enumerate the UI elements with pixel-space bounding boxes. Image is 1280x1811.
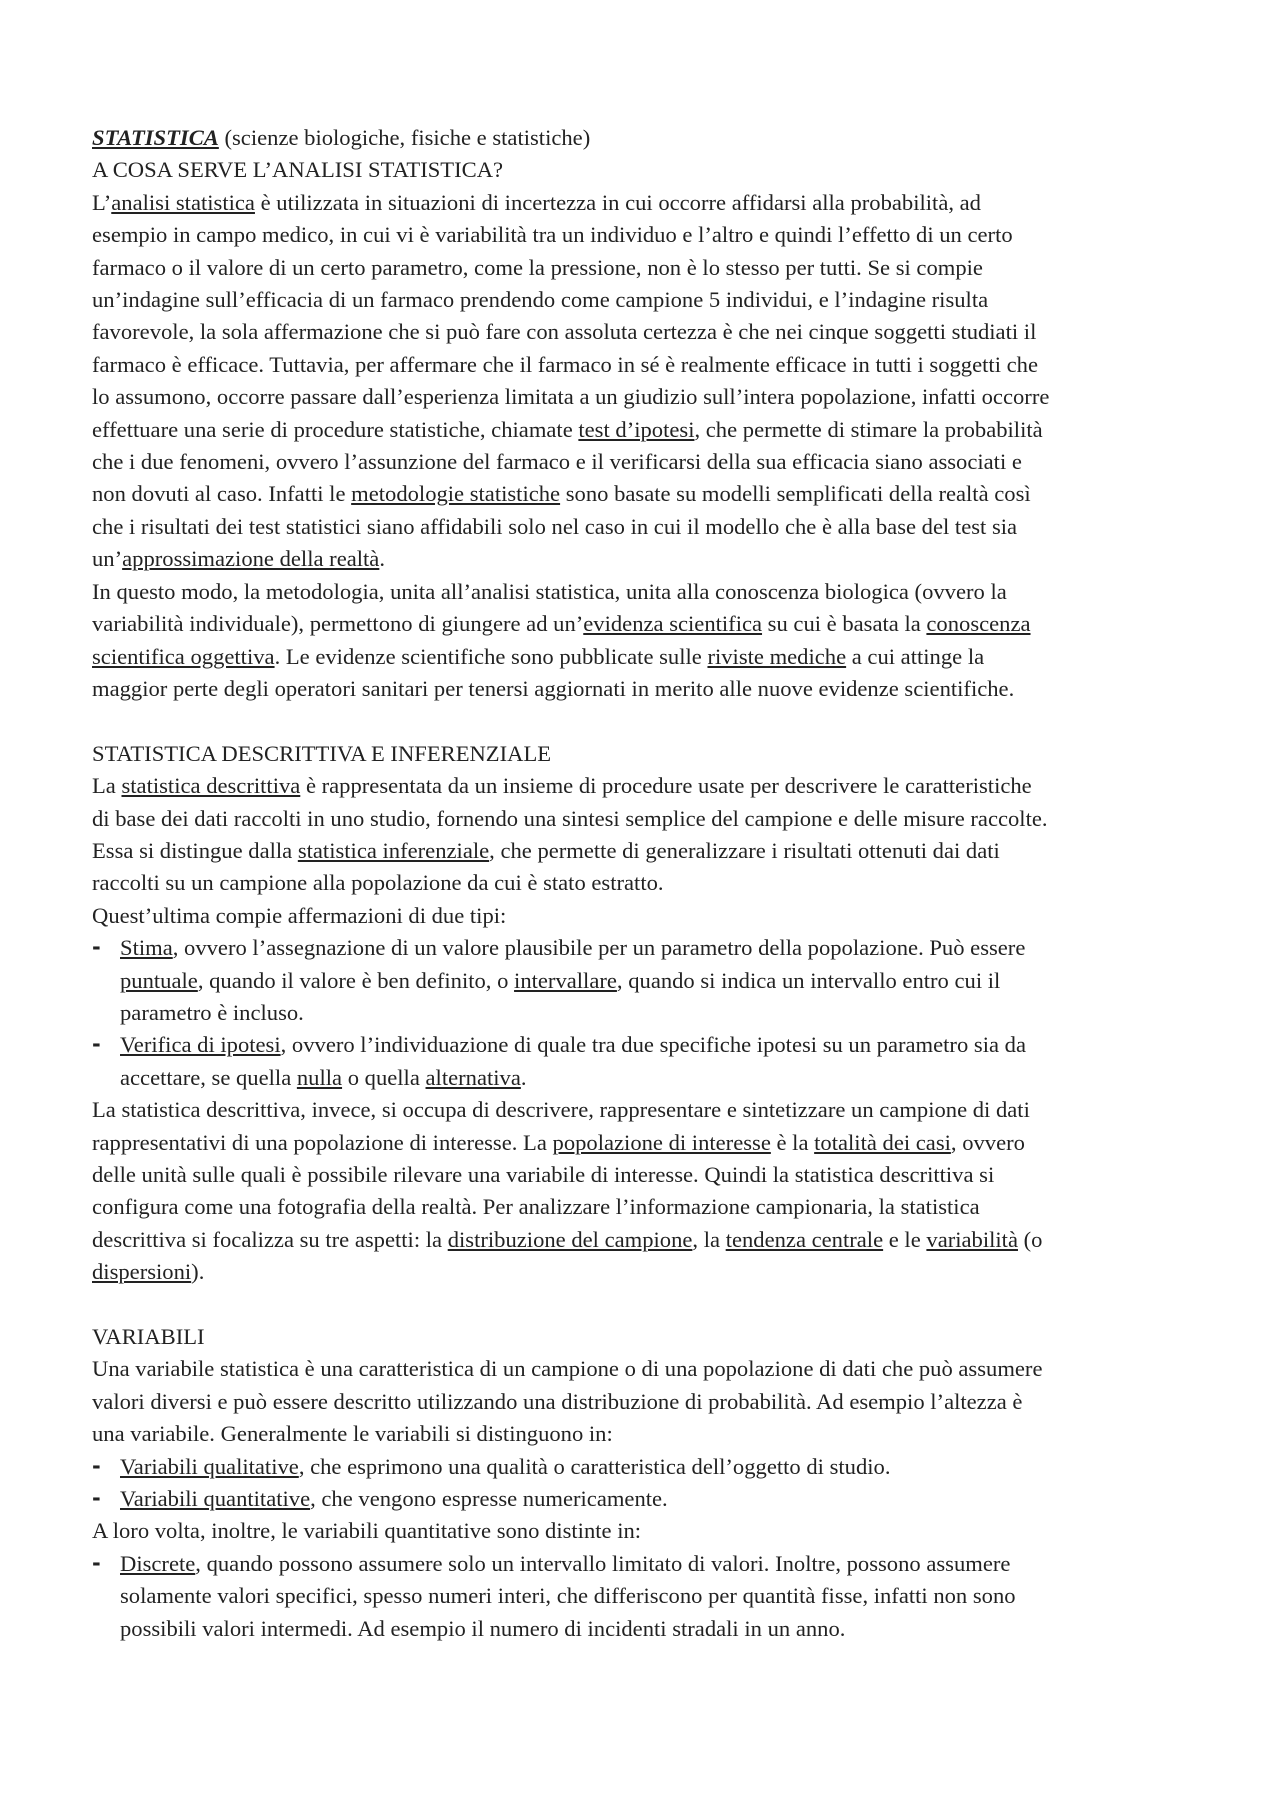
underlined-term: statistica inferenziale: [297, 837, 490, 863]
text-run: un’: [92, 546, 123, 572]
underlined-term: Variabili quantitative: [120, 1486, 311, 1512]
text-line: raccolti su un campione alla popolazione da cui è stato estratto.: [92, 870, 664, 896]
text-line: parametro è incluso.: [120, 999, 304, 1025]
text-run: a cui attinge la: [846, 643, 985, 669]
text-run: è utilizzata in situazioni di incertezza in cui occorre affidarsi alla probabilità, ad: [254, 189, 981, 215]
text-line: [120, 1483, 1188, 1515]
underlined-term: Verifica di ipotesi: [120, 1032, 281, 1058]
section-heading-descrittiva: STATISTICA DESCRITTIVA E INFERENZIALE: [92, 740, 552, 766]
text-line: [92, 1127, 1188, 1159]
text-line: solamente valori specifici, spesso numeri interi, che differiscono per quantità fisse, infatti non sono: [120, 1583, 1016, 1609]
text-run: è la: [770, 1129, 815, 1155]
paragraph-descrittiva-dettaglio: [92, 1094, 1188, 1288]
text-run: sono basate su modelli semplificati della realtà così: [560, 481, 1031, 507]
underlined-term: metodologie statistiche: [351, 481, 561, 507]
dash-bullet: -: [92, 935, 101, 960]
text-run: , che vengono espresse numericamente.: [310, 1486, 668, 1512]
underlined-term: analisi statistica: [111, 189, 255, 215]
underlined-term: Discrete: [120, 1550, 196, 1576]
text-line: che i due fenomeni, ovvero l’assunzione del farmaco e il verificarsi della sua efficacia siano associati e: [92, 449, 1022, 475]
text-line: possibili valori intermedi. Ad esempio il numero di incidenti stradali in un anno.: [120, 1615, 846, 1641]
text-run: , quando possono assumere solo un intervallo limitato di valori. Inoltre, possono assumere: [195, 1550, 1011, 1576]
text-run: . Le evidenze scientifiche sono pubblicate sulle: [274, 643, 708, 669]
text-run: descrittiva si focalizza su tre aspetti: la: [92, 1226, 448, 1252]
text-run: , ovvero l’individuazione di quale tra due specifiche ipotesi su un parametro sia da: [280, 1032, 1026, 1058]
underlined-term: popolazione di interesse: [552, 1129, 771, 1155]
text-line: [92, 478, 1188, 510]
text-run: rappresentativi di una popolazione di interesse. La: [92, 1129, 553, 1155]
blank-line: [92, 705, 1188, 737]
bullet-list-inferenza: [92, 932, 1188, 1094]
paragraph-metodologia: [92, 576, 1188, 706]
text-line: La statistica descrittiva, invece, si occupa di descrivere, rappresentare e sintetizzare un campione di dati: [92, 1097, 1030, 1123]
text-line: [92, 835, 1188, 867]
underlined-term: riviste mediche: [707, 643, 847, 669]
underlined-term: distribuzione del campione: [447, 1226, 693, 1252]
text-run: , che permette di generalizzare i risultati ottenuti dai dati: [489, 837, 1000, 863]
text-run: ).: [191, 1259, 205, 1285]
text-run: variabilità individuale), permettono di giungere ad un’: [92, 611, 584, 637]
list-item-stima: [92, 932, 1188, 1029]
list-item-qualitative: [92, 1451, 1188, 1483]
underlined-term: alternativa: [425, 1064, 521, 1090]
text-line: configura come una fotografia della realtà. Per analizzare l’informazione campionaria, la statistica: [92, 1194, 980, 1220]
text-line: [92, 608, 1188, 640]
underlined-term: approssimazione della realtà: [122, 546, 380, 572]
doc-title: STATISTICA: [92, 125, 219, 150]
text-run: , ovvero l’assegnazione di un valore plausibile per un parametro della popolazione. Può essere: [172, 935, 1026, 961]
paragraph-statistica-descrittiva: [92, 770, 1188, 932]
list-item-quantitative: [92, 1483, 1188, 1515]
underlined-term: dispersioni: [92, 1259, 192, 1285]
paragraph-analisi-statistica: [92, 187, 1188, 576]
text-line: [120, 1029, 1188, 1061]
dash-bullet: -: [92, 1550, 101, 1575]
underlined-term: totalità dei casi: [814, 1129, 951, 1155]
text-line: di base dei dati raccolti in uno studio, fornendo una sintesi semplice del campione e delle misure raccolte.: [92, 805, 1048, 831]
text-line: Quest’ultima compie affermazioni di due tipi:: [92, 902, 507, 928]
dash-bullet: -: [92, 1453, 101, 1478]
bullet-list-tipi-variabili: [92, 1451, 1188, 1516]
underlined-term: conoscenza: [926, 611, 1031, 637]
text-line: farmaco è efficace. Tuttavia, per affermare che il farmaco in sé è realmente efficace in tutti i soggetti che: [92, 351, 1038, 377]
text-run: , la: [692, 1226, 726, 1252]
text-line: [92, 187, 1188, 219]
text-line: [120, 1451, 1188, 1483]
text-run: L’: [92, 189, 112, 215]
underlined-term: scientifica oggettiva: [92, 643, 275, 669]
dash-bullet: -: [92, 1032, 101, 1057]
text-run: .: [379, 546, 385, 572]
doc-title-line: [92, 122, 1188, 154]
underlined-term: nulla: [296, 1064, 343, 1090]
text-line: [92, 543, 1188, 575]
text-run: , che esprimono una qualità o caratteristica dell’oggetto di studio.: [298, 1453, 891, 1479]
text-line: un’indagine sull’efficacia di un farmaco prendendo come campione 5 individui, e l’indagine risulta: [92, 287, 989, 313]
text-run: La: [92, 773, 122, 799]
text-line: [120, 932, 1188, 964]
text-run: , quando il valore è ben definito, o: [197, 967, 515, 993]
text-line: A loro volta, inoltre, le variabili quantitative sono distinte in:: [92, 1518, 642, 1544]
list-item-discrete: [92, 1548, 1188, 1645]
underlined-term: statistica descrittiva: [121, 773, 301, 799]
underlined-term: evidenza scientifica: [583, 611, 763, 637]
text-run: o quella: [342, 1064, 426, 1090]
text-line: [92, 641, 1188, 673]
text-run: , quando si indica un intervallo entro cui il: [616, 967, 1001, 993]
text-run: .: [520, 1064, 527, 1090]
text-run: non dovuti al caso. Infatti le: [92, 481, 352, 507]
text-run: accettare, se quella: [120, 1064, 297, 1090]
text-line: favorevole, la sola affermazione che si può fare con assoluta certezza è che nei cinque soggetti studiati il: [92, 319, 1037, 345]
text-line: una variabile. Generalmente le variabili si distinguono in:: [92, 1421, 613, 1447]
text-line: maggior perte degli operatori sanitari per tenersi aggiornati in merito alle nuove evidenze scientifiche.: [92, 675, 1015, 701]
underlined-term: Variabili qualitative: [120, 1453, 299, 1479]
text-line: Una variabile statistica è una caratteristica di un campione o di una popolazione di dati che può assumere: [92, 1356, 1043, 1382]
underlined-term: tendenza centrale: [725, 1226, 884, 1252]
underlined-term: test d’ipotesi: [578, 416, 695, 442]
text-run: Essa si distingue dalla: [92, 837, 298, 863]
text-line: [120, 965, 1188, 997]
text-line: [120, 1062, 1188, 1094]
section-heading-analisi: A COSA SERVE L’ANALISI STATISTICA?: [92, 157, 504, 183]
text-run: su cui è basata la: [762, 611, 927, 637]
text-line: [120, 1548, 1188, 1580]
underlined-term: puntuale: [120, 967, 198, 993]
underlined-term: intervallare: [514, 967, 617, 993]
text-run: è rappresentata da un insieme di procedure usate per descrivere le caratteristiche: [300, 773, 1032, 799]
text-line: lo assumono, occorre passare dall’esperienza limitata a un giudizio sull’intera popolazione, infatti occorre: [92, 384, 1050, 410]
doc-subtitle: (scienze biologiche, fisiche e statistiche): [218, 125, 591, 150]
text-run: , che permette di stimare la probabilità: [694, 416, 1043, 442]
list-item-verifica-ipotesi: [92, 1029, 1188, 1094]
dash-bullet: -: [92, 1486, 101, 1511]
paragraph-variabili: [92, 1353, 1188, 1450]
text-line: In questo modo, la metodologia, unita all’analisi statistica, unita alla conoscenza biologica (ovvero la: [92, 578, 1007, 604]
text-line: delle unità sulle quali è possibile rilevare una variabile di interesse. Quindi la statistica descrittiva si: [92, 1161, 995, 1187]
text-line: [92, 1256, 1188, 1288]
text-line: valori diversi e può essere descritto utilizzando una distribuzione di probabilità. Ad esempio l’altezza è: [92, 1388, 1023, 1414]
section-heading-variabili: VARIABILI: [92, 1324, 205, 1349]
text-run: e le: [883, 1226, 927, 1252]
text-line: [92, 414, 1188, 446]
text-line: che i risultati dei test statistici siano affidabili solo nel caso in cui il modello che è alla base del test sia: [92, 513, 1018, 539]
bullet-list-quantitative: [92, 1548, 1188, 1645]
underlined-term: variabilità: [926, 1226, 1018, 1252]
text-run: (o: [1017, 1226, 1043, 1252]
text-line: [92, 1224, 1188, 1256]
text-line: [92, 770, 1188, 802]
text-line: farmaco o il valore di un certo parametro, come la pressione, non è lo stesso per tutti. Se si compie: [92, 254, 983, 280]
text-line: esempio in campo medico, in cui vi è variabilità tra un individuo e l’altro e quindi l’effetto di un certo: [92, 222, 1013, 248]
text-run: , ovvero: [950, 1129, 1025, 1155]
blank-line: [92, 1289, 1188, 1321]
text-run: effettuare una serie di procedure statistiche, chiamate: [92, 416, 579, 442]
underlined-term: Stima: [120, 935, 173, 961]
